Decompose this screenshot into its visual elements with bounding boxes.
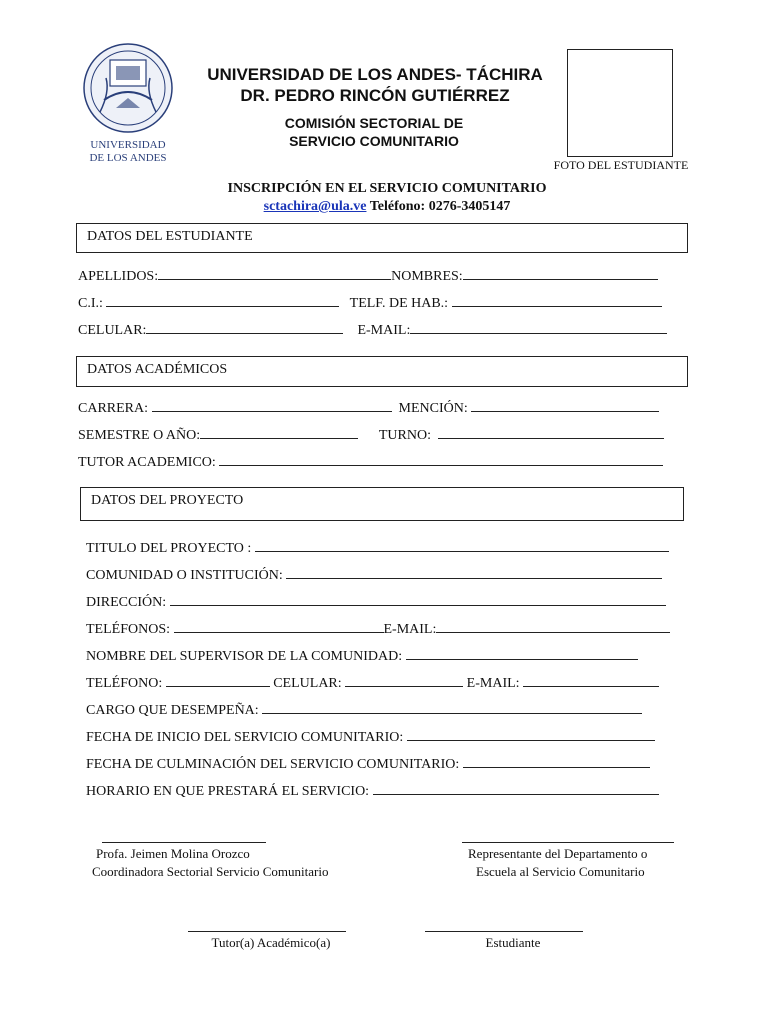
apellidos-label: APELLIDOS:: [78, 269, 159, 284]
section-student-data: [76, 223, 688, 253]
commission-line2: SERVICIO COMUNITARIO: [289, 133, 459, 149]
row-fecha-culminacion: [86, 754, 650, 773]
supervisor-celular-label: CELULAR:: [273, 676, 342, 691]
row-semestre-turno: [78, 425, 664, 444]
supervisor-telefono-label: TELÉFONO:: [86, 676, 163, 691]
horario-label: HORARIO EN QUE PRESTARÁ EL SERVICIO:: [86, 784, 370, 799]
email-link[interactable]: sctachira@ula.ve: [263, 199, 367, 214]
tutor-signature-label: Tutor(a) Académico(a): [211, 935, 331, 950]
coordinator-title: Coordinadora Sectorial Servicio Comunitario: [92, 864, 329, 879]
supervisor-celular-field[interactable]: [345, 673, 463, 687]
row-telefonos-email: [86, 619, 670, 638]
logo-text-line2: DE LOS ANDES: [89, 152, 167, 164]
email-field[interactable]: [410, 320, 667, 334]
nombres-field[interactable]: [463, 266, 658, 280]
direccion-label: DIRECCIÓN:: [86, 595, 167, 610]
carrera-label: CARRERA:: [78, 401, 149, 416]
tutor-label: TUTOR ACADEMICO:: [78, 455, 216, 470]
coordinator-signature-line[interactable]: [102, 842, 266, 843]
supervisor-email-field[interactable]: [523, 673, 659, 687]
telf-hab-label: TELF. DE HAB.:: [349, 296, 449, 311]
celular-field[interactable]: [146, 320, 343, 334]
row-cargo: [86, 700, 642, 719]
row-supervisor-contact: [86, 673, 659, 692]
section-academic-data: [76, 356, 688, 387]
turno-label: TURNO:: [378, 428, 431, 443]
telf-hab-field[interactable]: [452, 293, 662, 307]
nombres-label: NOMBRES:: [391, 269, 463, 284]
tutor-field[interactable]: [219, 452, 663, 466]
semestre-field[interactable]: [200, 425, 358, 439]
cargo-label: CARGO QUE DESEMPEÑA:: [86, 703, 259, 718]
section-student-label: DATOS DEL ESTUDIANTE: [87, 229, 253, 244]
row-horario: [86, 781, 659, 800]
representative-line1: Representante del Departamento o: [468, 846, 648, 861]
supervisor-telefono-field[interactable]: [166, 673, 270, 687]
student-signature-label: Estudiante: [485, 935, 541, 950]
row-celular-email: [78, 320, 667, 339]
representative-signature-line[interactable]: [462, 842, 674, 843]
university-title: [150, 64, 600, 106]
row-carrera-mencion: [78, 398, 659, 417]
fecha-inicio-label: FECHA DE INICIO DEL SERVICIO COMUNITARIO:: [86, 730, 404, 745]
semestre-label: SEMESTRE O AÑO:: [78, 428, 201, 443]
photo-label: FOTO DEL ESTUDIANTE: [553, 158, 689, 172]
mencion-field[interactable]: [471, 398, 659, 412]
comunidad-label: COMUNIDAD O INSTITUCIÓN:: [86, 568, 283, 583]
comunidad-field[interactable]: [286, 565, 662, 579]
coordinator-name: Profa. Jeimen Molina Orozco: [96, 846, 250, 861]
representative-line2: Escuela al Servicio Comunitario: [476, 864, 645, 879]
student-signature-line[interactable]: [425, 931, 583, 932]
section-project-label: DATOS DEL PROYECTO: [91, 493, 244, 508]
row-supervisor: [86, 646, 638, 665]
titulo-label: TITULO DEL PROYECTO :: [86, 541, 252, 556]
row-ci-telf: [78, 293, 662, 312]
telefonos-field[interactable]: [174, 619, 384, 633]
section-academic-label: DATOS ACADÉMICOS: [87, 362, 228, 377]
supervisor-email-label: E-MAIL:: [466, 676, 520, 691]
row-fecha-inicio: [86, 727, 655, 746]
row-direccion: [86, 592, 666, 611]
university-line1: UNIVERSIDAD DE LOS ANDES- TÁCHIRA: [207, 65, 543, 84]
titulo-field[interactable]: [255, 538, 669, 552]
cargo-field[interactable]: [262, 700, 642, 714]
student-photo-box[interactable]: [567, 49, 673, 157]
row-apellidos-nombres: [78, 266, 658, 285]
commission-line1: COMISIÓN SECTORIAL DE: [284, 115, 464, 131]
turno-field[interactable]: [438, 425, 664, 439]
fecha-culminacion-field[interactable]: [463, 754, 650, 768]
row-tutor: [78, 452, 663, 471]
supervisor-label: NOMBRE DEL SUPERVISOR DE LA COMUNIDAD:: [86, 649, 403, 664]
email-label: E-MAIL:: [357, 323, 411, 338]
ci-field[interactable]: [106, 293, 339, 307]
form-title: INSCRIPCIÓN EN EL SERVICIO COMUNITARIO: [227, 181, 547, 196]
fecha-inicio-field[interactable]: [407, 727, 655, 741]
celular-label: CELULAR:: [78, 323, 147, 338]
commission-title: [224, 114, 524, 150]
carrera-field[interactable]: [152, 398, 392, 412]
tutor-signature-line[interactable]: [188, 931, 346, 932]
supervisor-field[interactable]: [406, 646, 638, 660]
telefonos-label: TELÉFONOS:: [86, 622, 170, 637]
apellidos-field[interactable]: [158, 266, 391, 280]
project-email-field[interactable]: [436, 619, 670, 633]
direccion-field[interactable]: [170, 592, 666, 606]
logo-text-line1: UNIVERSIDAD: [90, 139, 166, 151]
section-project-data: [80, 487, 684, 521]
row-comunidad: [86, 565, 662, 584]
row-titulo: [86, 538, 669, 557]
university-line2: DR. PEDRO RINCÓN GUTIÉRREZ: [240, 86, 510, 105]
horario-field[interactable]: [373, 781, 659, 795]
project-email-label: E-MAIL:: [383, 622, 437, 637]
mencion-label: MENCIÓN:: [398, 401, 468, 416]
phone-text: Teléfono: 0276-3405147: [369, 199, 511, 214]
fecha-culminacion-label: FECHA DE CULMINACIÓN DEL SERVICIO COMUNITARIO:: [86, 757, 460, 772]
contact-line: [160, 199, 614, 215]
ci-label: C.I.:: [78, 296, 103, 311]
